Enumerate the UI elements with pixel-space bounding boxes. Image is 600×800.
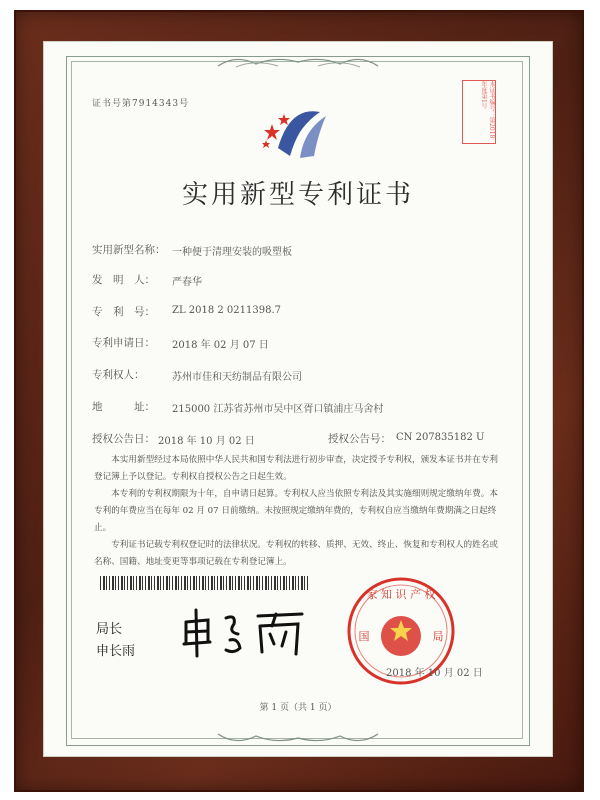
svg-text:家 知 识 产 权: 家 知 识 产 权 xyxy=(366,588,436,601)
paragraph-registry: 专利证书记载专利权登记时的法律状况。专利权的转移、质押、无效、终止、恢复和专利权人的姓名或名称、国籍、地址变更等事项记载在专利登记簿上。 xyxy=(94,540,498,567)
field-label-inventor: 发 明 人： xyxy=(92,274,155,286)
field-value-address: 215000 江苏省苏州市吴中区胥口镇浦庄马舍村 xyxy=(172,404,384,415)
field-value-patentee: 苏州市佳和天纺制品有限公司 xyxy=(172,372,302,383)
certificate-number: 证书号第7914343号 xyxy=(92,99,190,109)
barcode xyxy=(100,576,310,590)
grant-date-label: 授权公告日： xyxy=(92,433,155,445)
side-stamp-text: 本证书编号：第2018年度第1号 xyxy=(480,81,495,139)
patent-certificate xyxy=(66,56,530,746)
field-label-filing-date: 专利申请日： xyxy=(92,337,155,349)
grant-date-value: 2018 年 10 月 02 日 xyxy=(158,436,255,447)
director-signature xyxy=(178,604,310,660)
field-label-patentee: 专利权人： xyxy=(92,369,145,381)
field-label-name: 实用新型名称： xyxy=(92,244,166,256)
field-label-patent-no: 专 利 号： xyxy=(92,306,155,318)
page-footer: 第 1 页（共 1 页） xyxy=(259,703,337,713)
svg-text:国: 国 xyxy=(358,630,370,643)
top-ornament xyxy=(216,54,380,70)
sipo-logo-icon xyxy=(260,100,332,164)
grant-no-label: 授权公告号： xyxy=(328,433,391,445)
field-value-inventor: 严春华 xyxy=(172,277,202,288)
bottom-ornament xyxy=(216,730,380,746)
seal-date: 2018 年 10 月 02 日 xyxy=(386,668,483,679)
grant-no-value: CN 207835182 U xyxy=(396,432,485,443)
field-value-filing-date: 2018 年 02 月 07 日 xyxy=(172,340,269,351)
director-title: 局长 xyxy=(96,622,123,637)
side-stamp xyxy=(462,80,496,144)
field-label-address: 地 址： xyxy=(92,401,155,413)
field-value-patent-no: ZL 2018 2 0211398.7 xyxy=(172,305,282,316)
paragraph-validity: 本实用新型经过本局依照中华人民共和国专利法进行初步审查，决定授予专利权，颁发本证书并在专利登记簿上予以登记。专利权自授权公告之日起生效。 xyxy=(94,455,498,482)
certificate-title: 实用新型专利证书 xyxy=(181,180,414,210)
director-name: 申长雨 xyxy=(96,644,136,659)
field-value-name: 一种便于清理安装的吸塑板 xyxy=(172,247,292,258)
paragraph-term: 本专利的专利权期限为十年，自申请日起算。专利权人应当依照专利法及其实施细则规定缴纳年费。本专利的年费应当在每年 02 月 07 日前缴纳。未按照规定缴纳年费的，专利权自应当缴纳年费期满之日起终止。 xyxy=(94,489,498,533)
svg-text:局: 局 xyxy=(432,630,444,643)
